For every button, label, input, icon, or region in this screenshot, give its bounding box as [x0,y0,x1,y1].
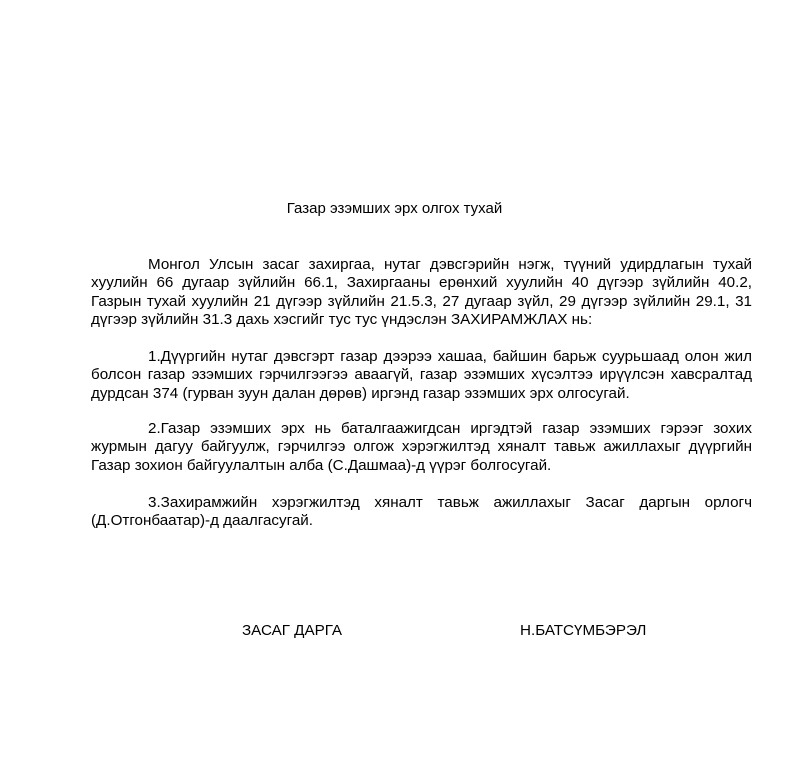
signatory-name: Н.БАТСҮМБЭРЭЛ [520,622,647,639]
preamble-paragraph: Монгол Улсын засаг захиргаа, нутаг дэвсгэрийн нэгж, түүний удирдлагын тухай хуулийн 66 дугаар зүйлийн 66.1, Захиргааны ерөнхий хуулийн 40 дүгээр зүйлийн 40.2, Газрын тухай хуулийн 21 дүгээр зүйлийн 21.5.3, 27 дугаар зүйл, 29 дүгээр зүйлийн 29.1, 31 дүгээр зүйлийн 31.3 дахь хэсгийг тус тус үндэслэн ЗАХИРАМЖЛАХ нь: [91,256,752,329]
decision-item-3: 3.Захирамжийн хэрэгжилтэд хяналт тавьж ажиллахыг Засаг даргын орлогч (Д.Отгонбаатар)-д даалгасугай. [91,494,752,530]
decision-item-1: 1.Дүүргийн нутаг дэвсгэрт газар дээрээ хашаа, байшин барьж суурьшаад олон жил болсон газар эзэмших гэрчилгээгээ аваагүй, газар эзэмших хүсэлтээ ирүүлсэн хавсралтад дурдсан 374 (гурван зуун далан дөрөв) иргэнд газар эзэмших эрх олгосугай. [91,348,752,402]
signatory-position: ЗАСАГ ДАРГА [242,622,343,639]
document-title: Газар эзэмших эрх олгох тухай [286,200,503,217]
decision-item-2: 2.Газар эзэмших эрх нь баталгаажигдсан иргэдтэй газар эзэмших гэрээг зохих журмын дагуу байгуулж, гэрчилгээ олгож хэрэгжилтэд хяналт тавьж ажиллахыг дүүргийн Газар зохион байгуулалтын алба (С.Дашмаа)-д үүрэг болгосугай. [91,420,752,474]
